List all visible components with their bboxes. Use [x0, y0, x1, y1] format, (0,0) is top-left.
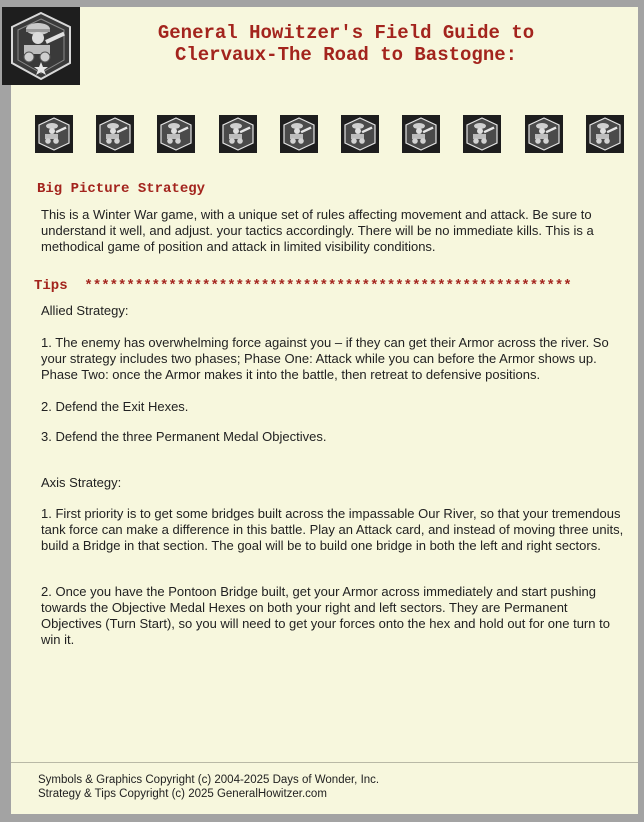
allied-tip-1: 1. The enemy has overwhelming force against you – if they can get their Armor across the river. So your strategy includes two phases; Phase One: Attack while you can before the Armor shows up. Phase Two: once the Armor makes it into the battle, then retreat to defensive positions.: [41, 335, 609, 382]
big-picture-text: This is a Winter War game, with a unique set of rules affecting movement and attack. Be sure to understand it well, and adjust. your tactics accordingly. There will be no immediate kills. This is a methodical game of position and attack in limited visibility conditions.: [41, 207, 594, 254]
footer: [38, 773, 598, 801]
footer-copyright-strategy: Strategy & Tips Copyright (c) 2025 GeneralHowitzer.com: [38, 788, 327, 800]
howitzer-soldier-icon: [341, 115, 379, 153]
allied-tip-3: 3. Defend the three Permanent Medal Objectives.: [41, 429, 327, 444]
howitzer-soldier-icon: [402, 115, 440, 153]
howitzer-soldier-icon: [219, 115, 257, 153]
howitzer-soldier-icon: [463, 115, 501, 153]
howitzer-soldier-icon: [586, 115, 624, 153]
howitzer-soldier-icon: [157, 115, 195, 153]
page-title-line-1: General Howitzer's Field Guide to: [157, 22, 535, 44]
tips-rule: **********************************************************: [84, 278, 572, 294]
page-frame-top: [0, 0, 644, 7]
tips-heading: Tips: [34, 278, 68, 294]
axis-strategy-heading: Axis Strategy:: [41, 475, 122, 490]
axis-tip-2: 2. Once you have the Pontoon Bridge built, get your Armor across immediately and start pushing towards the Objective Medal Hexes on both your right and left sectors. They are Permanent Objectives (Turn Start), so you will need to get your forces onto the hex and hold out for one turn to win it.: [41, 584, 610, 647]
unit-icon-row: [35, 115, 630, 155]
howitzer-soldier-icon: [96, 115, 134, 153]
axis-tip-1: 1. First priority is to get some bridges built across the impassable Our River, so that your tremendous tank force can make a difference in this battle. Play an Attack card, and instead of moving three units, build a Bridge in that section. The goal will be to build one bridge in both the left and right sectors.: [41, 506, 624, 553]
allied-tip-2: 2. Defend the Exit Hexes.: [41, 399, 189, 414]
tips-heading-row: [34, 278, 572, 294]
allied-strategy-heading: Allied Strategy:: [41, 303, 129, 318]
general-howitzer-emblem-icon: [2, 7, 80, 85]
big-picture-heading: Big Picture Strategy: [37, 181, 206, 197]
footer-divider: [11, 762, 638, 763]
page-frame-right: [638, 0, 644, 822]
howitzer-soldier-icon: [525, 115, 563, 153]
page-frame-left: [0, 0, 11, 822]
page-title: [96, 22, 596, 66]
page-frame-bottom: [0, 814, 644, 822]
page-title-line-2: Clervaux-The Road to Bastogne:: [174, 44, 518, 66]
howitzer-soldier-icon: [280, 115, 318, 153]
footer-copyright-graphics: Symbols & Graphics Copyright (c) 2004-2025 Days of Wonder, Inc.: [38, 774, 380, 786]
howitzer-soldier-icon: [35, 115, 73, 153]
